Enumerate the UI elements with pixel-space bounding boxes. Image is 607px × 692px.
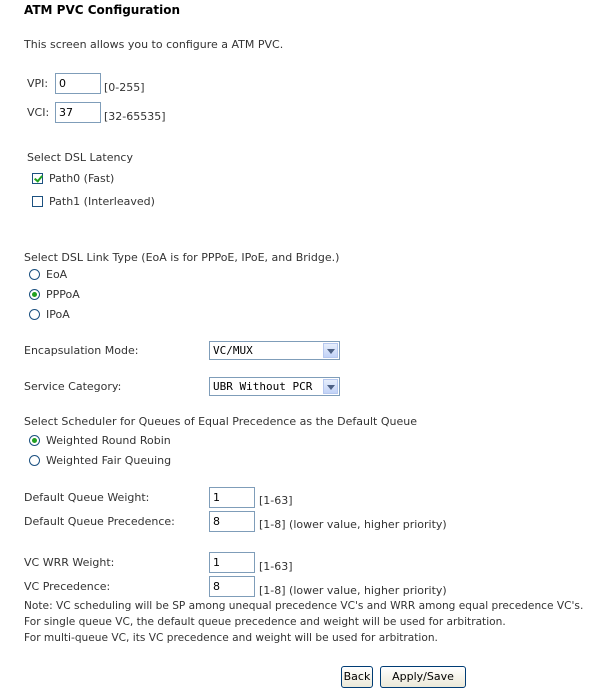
path1-label: Path1 (Interleaved) xyxy=(49,195,155,208)
ipoa-radio[interactable] xyxy=(29,309,40,320)
ipoa-label: IPoA xyxy=(46,308,70,321)
vc-weight-range: [1-63] xyxy=(259,560,293,573)
queue-weight-range: [1-63] xyxy=(259,494,293,507)
vc-precedence-range: [1-8] (lower value, higher priority) xyxy=(259,584,447,597)
wrr-radio[interactable] xyxy=(29,435,40,446)
service-category-label: Service Category: xyxy=(24,380,122,393)
link-type-heading: Select DSL Link Type (EoA is for PPPoE, IPoE, and Bridge.) xyxy=(24,251,340,264)
eoa-label: EoA xyxy=(46,268,68,281)
vc-weight-label: VC WRR Weight: xyxy=(24,556,115,569)
service-category-select[interactable] xyxy=(209,377,340,396)
chevron-down-icon[interactable] xyxy=(323,343,338,358)
apply-save-button[interactable]: Apply/Save xyxy=(380,666,466,688)
note-line-2: For single queue VC, the default queue precedence and weight will be used for arbitration. xyxy=(24,616,506,628)
encapsulation-label: Encapsulation Mode: xyxy=(24,344,139,357)
path0-label: Path0 (Fast) xyxy=(49,172,115,185)
vpi-input[interactable] xyxy=(55,73,101,94)
wrr-label: Weighted Round Robin xyxy=(46,434,171,447)
latency-heading: Select DSL Latency xyxy=(27,151,133,164)
vci-label: VCI: xyxy=(27,106,50,119)
queue-weight-input[interactable] xyxy=(209,487,255,508)
service-category-value: UBR Without PCR xyxy=(213,380,313,393)
encapsulation-value: VC/MUX xyxy=(213,344,253,357)
vpi-range: [0-255] xyxy=(104,81,145,94)
path0-checkbox[interactable] xyxy=(32,173,43,184)
vc-weight-input[interactable] xyxy=(209,552,255,573)
queue-precedence-label: Default Queue Precedence: xyxy=(24,515,175,528)
vpi-label: VPI: xyxy=(27,77,49,90)
scheduler-heading: Select Scheduler for Queues of Equal Precedence as the Default Queue xyxy=(24,415,417,428)
page-description: This screen allows you to configure a ATM PVC. xyxy=(24,38,284,51)
vc-precedence-input[interactable] xyxy=(209,576,255,597)
page-title: ATM PVC Configuration xyxy=(24,3,180,17)
eoa-radio[interactable] xyxy=(29,269,40,280)
path1-checkbox[interactable] xyxy=(32,196,43,207)
vc-precedence-label: VC Precedence: xyxy=(24,580,111,593)
pppoa-label: PPPoA xyxy=(46,288,80,301)
queue-precedence-input[interactable] xyxy=(209,511,255,532)
encapsulation-select[interactable] xyxy=(209,341,340,360)
chevron-down-icon[interactable] xyxy=(323,379,338,394)
vci-range: [32-65535] xyxy=(104,110,166,123)
wfq-label: Weighted Fair Queuing xyxy=(46,454,172,467)
back-button[interactable]: Back xyxy=(341,666,373,688)
pppoa-radio[interactable] xyxy=(29,289,40,300)
queue-precedence-range: [1-8] (lower value, higher priority) xyxy=(259,518,447,531)
note-line-3: For multi-queue VC, its VC precedence and weight will be used for arbitration. xyxy=(24,632,438,644)
queue-weight-label: Default Queue Weight: xyxy=(24,491,150,504)
note-line-1: Note: VC scheduling will be SP among unequal precedence VC's and WRR among equal precedence VC's. xyxy=(24,600,584,612)
vci-input[interactable] xyxy=(55,102,101,123)
wfq-radio[interactable] xyxy=(29,455,40,466)
